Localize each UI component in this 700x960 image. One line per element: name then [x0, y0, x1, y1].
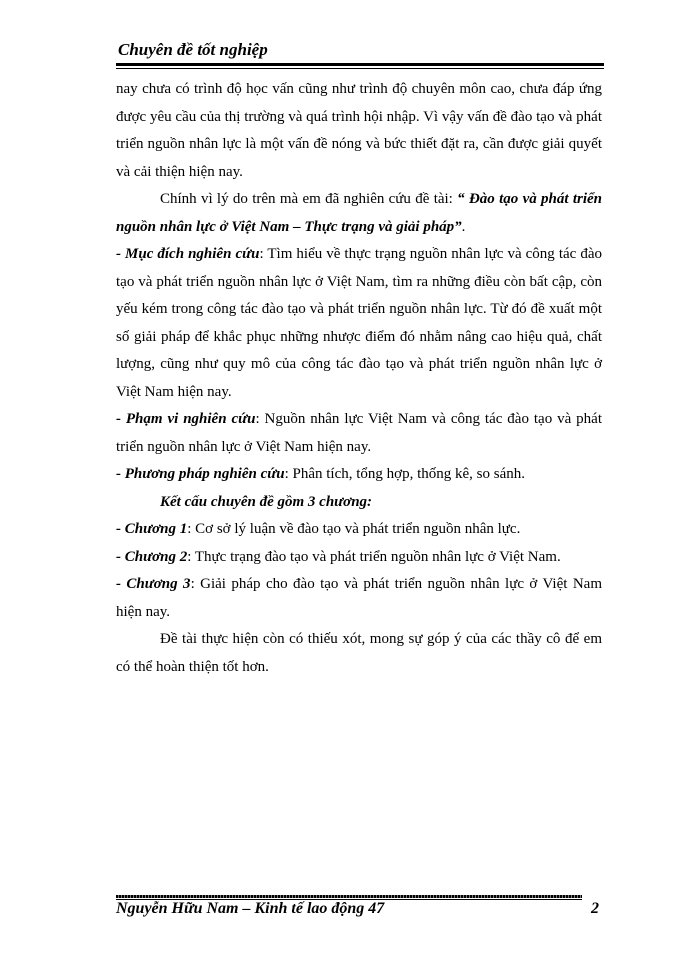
page-number: 2: [591, 900, 599, 917]
paragraph-method: [116, 461, 602, 489]
purpose-label: - Mục đích nghiên cứu: [116, 246, 260, 262]
topic-title: “ Đào tạo và phát triển nguồn nhân lực ở Việt Nam – Thực trạng và giải pháp”: [116, 191, 603, 235]
document-body: [116, 76, 602, 681]
method-text: : Phân tích, tổng hợp, thống kê, so sánh.: [284, 466, 525, 482]
chapter-3-label: - Chương 3: [116, 576, 191, 592]
scope-text: : Nguồn nhân lực Việt Nam và công tác đào tạo và phát triển nguồn nhân lực ở Việt Nam hiện nay.: [116, 411, 602, 455]
footer-rule: [116, 895, 582, 898]
scope-label: - Phạm vi nghiên cứu: [116, 411, 256, 427]
chapter-1-text: : Cơ sở lý luận về đào tạo và phát triển nguồn nhân lực.: [187, 521, 521, 537]
purpose-text: : Tìm hiểu về thực trạng nguồn nhân lực và công tác đào tạo và phát triển nguồn nhân lực ở Việt Nam, tìm ra những điều còn bất cập, còn yếu kém trong công tác đào tạo và phát triển nguồn nhân lực. Từ đó đề xuất một số giải pháp để khắc phục những nhược điểm đó nhằm nâng cao hiệu quả, chất lượng, cũng như quy mô của công tác đào tạo và phát triển nguồn nhân lực ở Việt Nam hiện nay.: [116, 246, 602, 400]
paragraph-closing: Đề tài thực hiện còn có thiếu xót, mong sự góp ý của các thầy cô để em có thể hoàn thiện tốt hơn.: [116, 631, 602, 675]
header-rule-secondary: [116, 68, 604, 69]
chapter-3-text: : Giải pháp cho đào tạo và phát triển nguồn nhân lực ở Việt Nam hiện nay.: [116, 576, 602, 620]
paragraph-topic: [116, 186, 602, 241]
paragraph-chapter-3: [116, 571, 602, 626]
method-label: - Phương pháp nghiên cứu: [116, 466, 285, 482]
structure-heading: Kết cấu chuyên đề gồm 3 chương:: [160, 493, 373, 510]
footer-author: Nguyễn Hữu Nam – Kinh tế lao động 47: [116, 900, 385, 917]
chapter-2-text: : Thực trạng đào tạo và phát triển nguồn nhân lực ở Việt Nam.: [187, 548, 561, 565]
header-rule: [116, 63, 604, 66]
chapter-1-label: - Chương 1: [116, 521, 188, 537]
header-title: Chuyên đề tốt nghiệp: [118, 40, 268, 59]
paragraph-purpose: [116, 241, 602, 406]
paragraph-scope: [116, 406, 602, 461]
paragraph-chapter-2: [116, 544, 602, 572]
paragraph-chapter-1: [116, 516, 602, 544]
chapter-2-label: - Chương 2: [116, 548, 188, 565]
topic-period: .: [461, 218, 466, 235]
topic-lead: Chính vì lý do trên mà em đã nghiên cứu đề tài:: [160, 191, 453, 207]
paragraph-intro: nay chưa có trình độ học vấn cũng như trình độ chuyên môn cao, chưa đáp ứng được yêu cầu của thị trường và quá trình hội nhập. Vì vậy vấn đề đào tạo và phát triển nguồn nhân lực là một vấn đề nóng và bức thiết đặt ra, cần được giải quyết và cải thiện hiện nay.: [116, 81, 602, 180]
